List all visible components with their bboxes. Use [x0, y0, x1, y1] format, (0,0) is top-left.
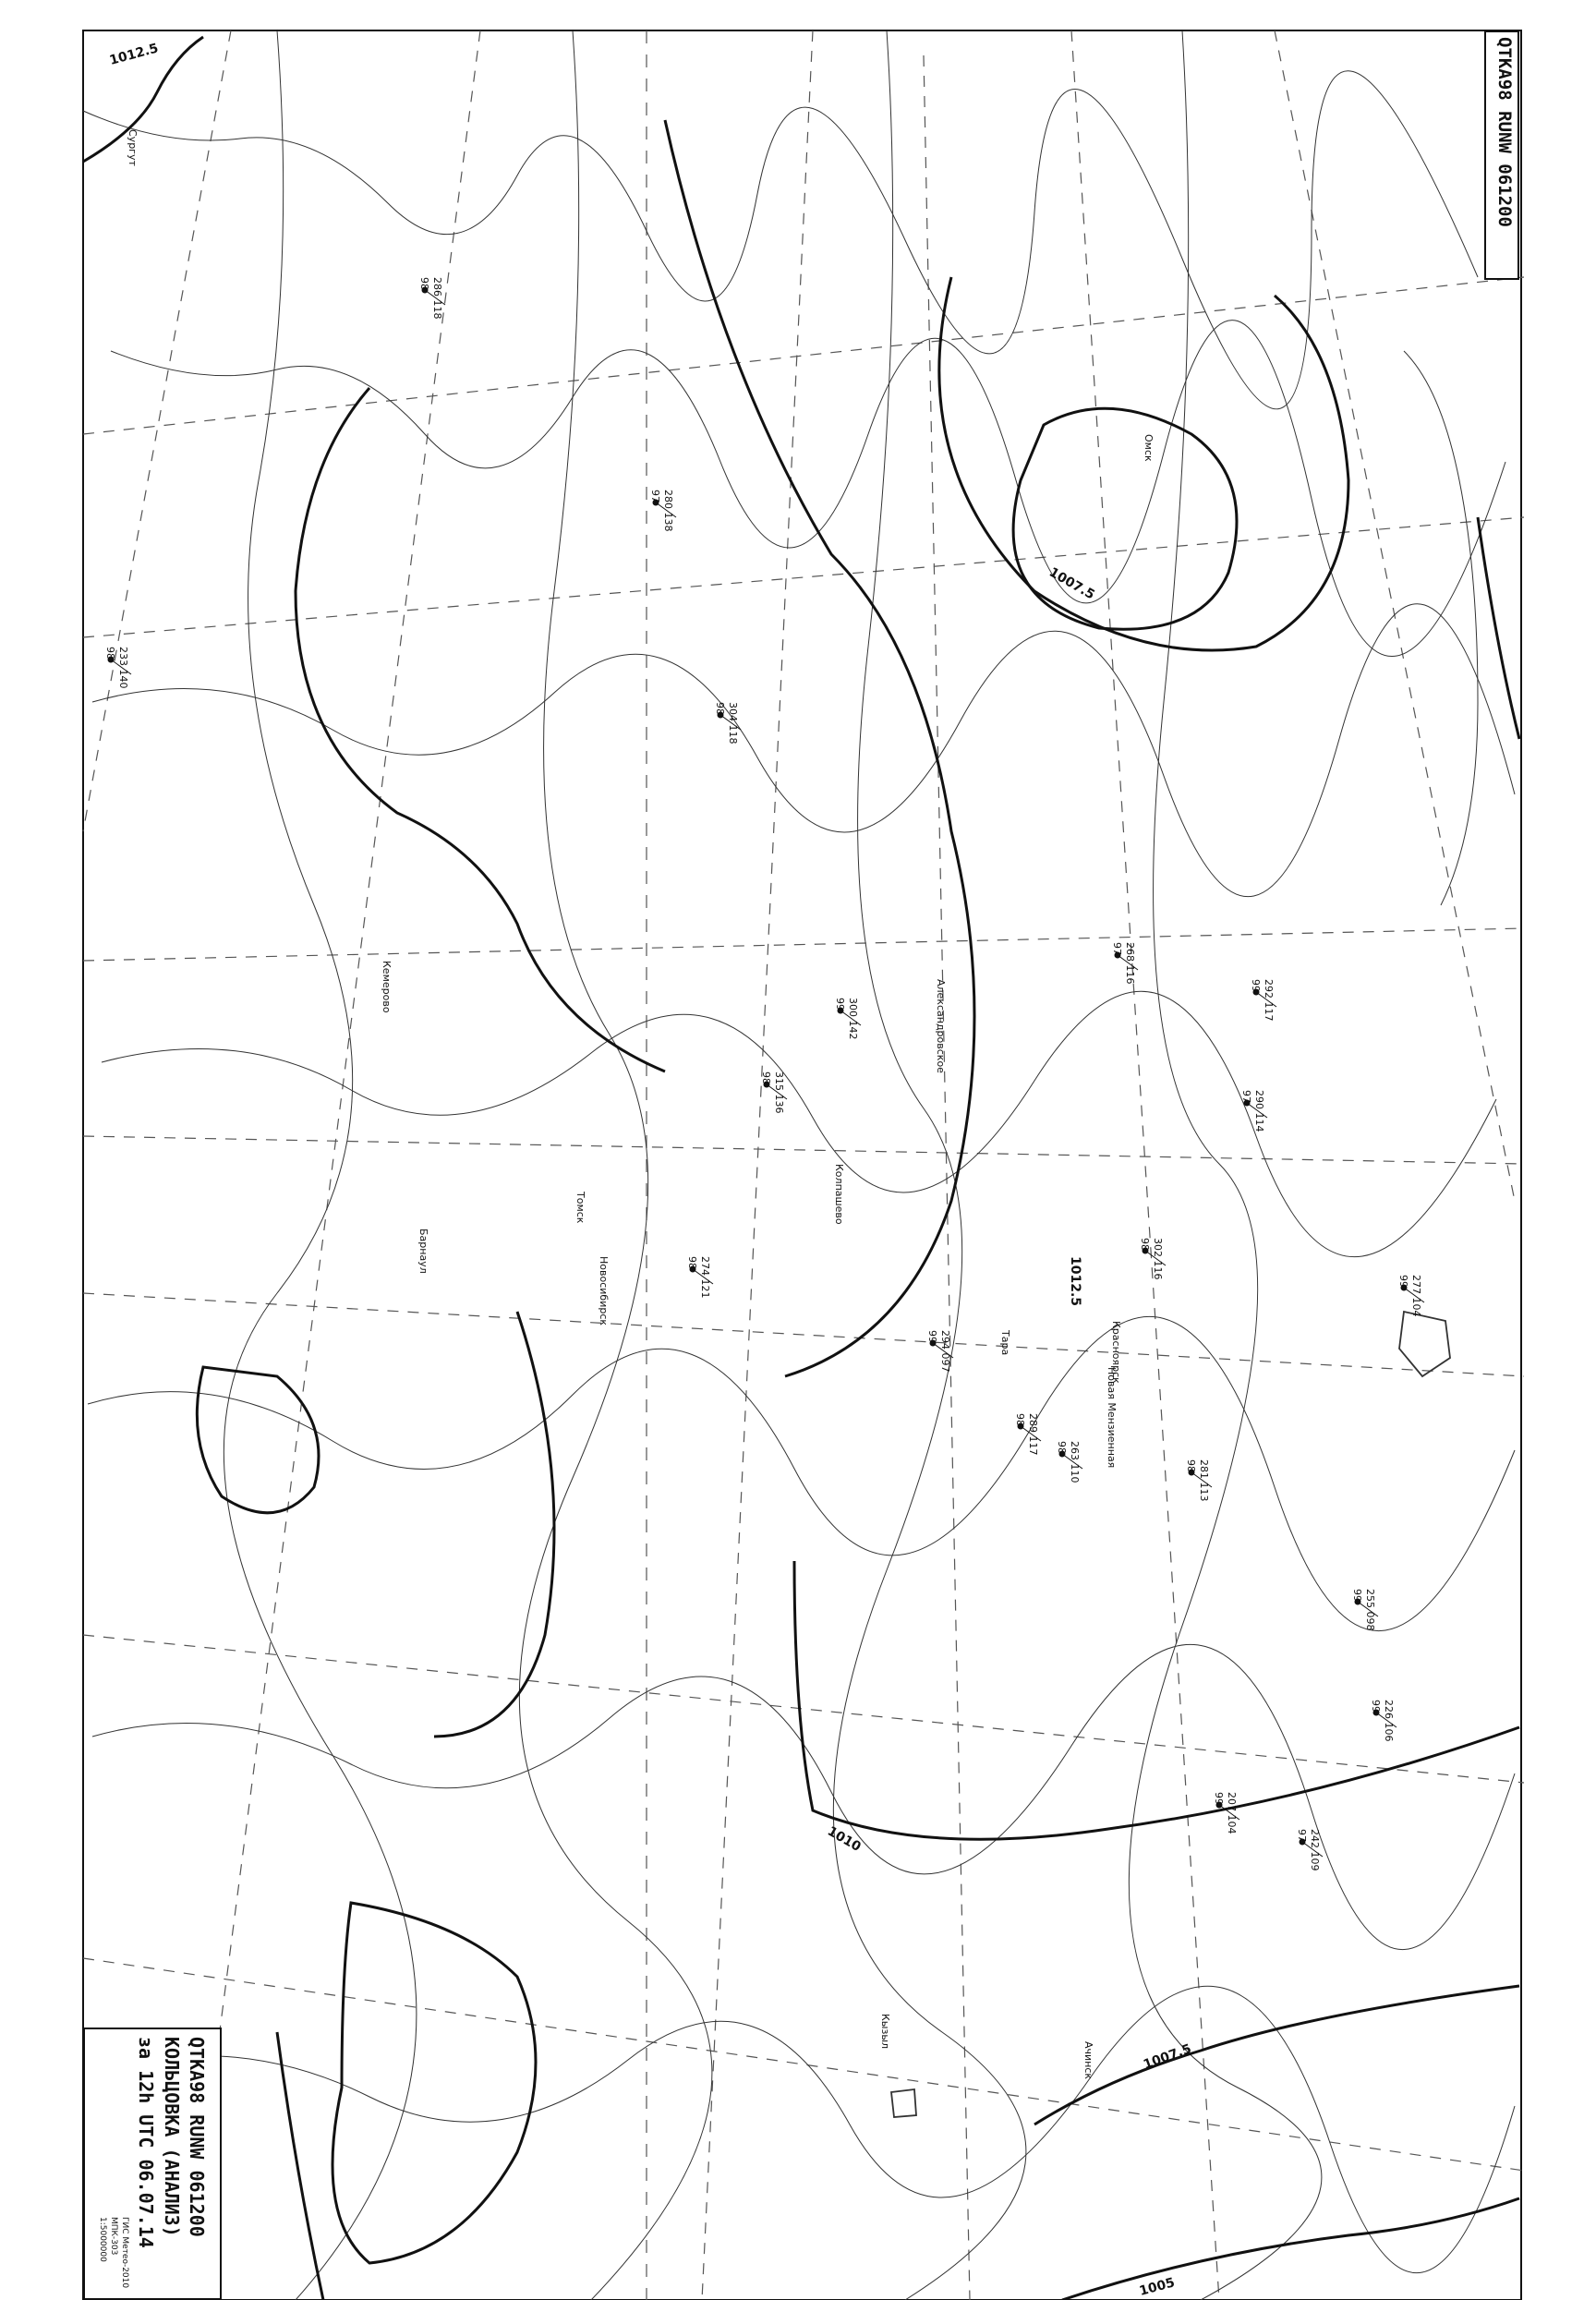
station-pressure: 98 [1014, 1413, 1026, 1426]
station-pressure: 99 [926, 1330, 938, 1343]
station-plot [104, 647, 131, 689]
station-pressure: 99 [834, 998, 846, 1011]
station-pressure: 98 [104, 647, 116, 660]
header-code: QTKA98 RUNW 061200 [1494, 37, 1515, 227]
legend-credit-1: ГИС Метео-2010 [120, 2217, 129, 2289]
station-plots [104, 277, 1424, 1871]
place-name: Александровское [935, 979, 947, 1073]
isobar-sw-closed [332, 1903, 536, 2263]
station-pressure: 99 [1351, 1589, 1363, 1602]
station-code: 242 109 [1309, 1829, 1321, 1871]
isobar-label: 1012.5 [1068, 1256, 1082, 1307]
isobar-label: 1010 [825, 1823, 864, 1855]
station-pressure: 97 [649, 490, 661, 502]
station-code: 300 142 [847, 998, 859, 1040]
geography-lines [83, 30, 1515, 2300]
place-name: Барнаул [417, 1229, 429, 1274]
station-plot [1296, 1829, 1323, 1871]
station-code: 304 118 [727, 702, 739, 744]
legend-credit-3: 1:5000000 [98, 2217, 107, 2262]
legend-line-1: QTKA98 RUNW 061200 [186, 2037, 208, 2237]
station-pressure: 98 [686, 1256, 698, 1269]
place-name: Красноярск [1110, 1321, 1122, 1384]
station-pressure: 97 [1111, 942, 1123, 955]
station-pressure: 99 [1250, 979, 1262, 992]
station-code: 289 117 [1027, 1413, 1039, 1456]
station-plot [1397, 1275, 1424, 1317]
station-plot [418, 277, 445, 320]
isobar-label: 1012.5 [107, 41, 161, 68]
station-code: 294 097 [939, 1330, 951, 1373]
station-plot [649, 490, 676, 532]
station-code: 286 118 [431, 277, 443, 320]
legend-credit-2: МПК-303 [109, 2217, 118, 2256]
station-plot [760, 1071, 787, 1114]
place-name: Новосибирск [598, 1256, 610, 1326]
isobar-label: 1007.5 [1141, 2041, 1194, 2073]
place-name: Колпашево [833, 1164, 845, 1225]
place-name: Омск [1143, 434, 1155, 462]
isobar-trough-west [296, 388, 665, 1071]
place-name: Ачинск [1082, 2041, 1094, 2080]
station-pressure: 98 [1056, 1441, 1068, 1454]
station-pressure: 99 [1370, 1700, 1382, 1713]
place-name: Сургут [127, 129, 139, 166]
isobar-label: 1005 [1137, 2275, 1177, 2299]
isobar-1012-5-ne [1478, 517, 1519, 739]
legend-line-3: за 12h UTC 06.07.14 [135, 2037, 157, 2248]
isobar-ring-small [197, 1367, 319, 1513]
station-code: 274 121 [699, 1256, 711, 1299]
station-plot [1185, 1459, 1212, 1502]
station-code: 226 106 [1383, 1700, 1395, 1742]
station-code: 277 104 [1410, 1275, 1422, 1317]
station-pressure: 98 [760, 1071, 772, 1084]
station-code: 268 116 [1124, 942, 1136, 985]
isobar-south-west [277, 2032, 323, 2300]
isobar-1007-5-east [939, 277, 1348, 650]
station-code: 290 114 [1253, 1090, 1265, 1132]
station-pressure: 99 [1213, 1792, 1225, 1805]
station-code: 280 138 [662, 490, 674, 532]
isobar-1010-south [794, 1561, 1519, 1839]
station-plot [1240, 1090, 1267, 1132]
station-code: 263 110 [1069, 1441, 1081, 1483]
station-code: 207 104 [1226, 1792, 1238, 1834]
place-names [127, 129, 1155, 2079]
station-plot [1250, 979, 1276, 1022]
isobar-low-center-east [1013, 408, 1237, 629]
station-pressure: 98 [418, 277, 430, 290]
station-code: 315 136 [773, 1071, 785, 1114]
station-pressure: 98 [1185, 1459, 1197, 1472]
isobar-lines [83, 37, 1519, 2300]
place-name: Тара [999, 1330, 1011, 1356]
station-plot [1139, 1238, 1166, 1280]
station-pressure: 97 [1240, 1090, 1252, 1103]
station-plot [1370, 1700, 1396, 1742]
station-pressure: 98 [1139, 1238, 1151, 1251]
station-code: 292 117 [1263, 979, 1275, 1022]
station-pressure: 98 [714, 702, 726, 715]
station-plot [714, 702, 741, 744]
isobar-label: 1007.5 [1046, 564, 1097, 603]
station-pressure: 99 [1397, 1275, 1409, 1288]
station-plot [1056, 1441, 1082, 1483]
station-code: 302 116 [1152, 1238, 1164, 1280]
place-name: Кызыл [879, 2014, 891, 2050]
station-plot [1111, 942, 1138, 985]
station-plot [834, 998, 861, 1040]
station-pressure: 97 [1296, 1829, 1308, 1842]
place-name: Новая Мензиенная [1106, 1367, 1118, 1469]
place-name: Кемерово [381, 961, 393, 1013]
map-border [83, 30, 1521, 2300]
station-plot [686, 1256, 713, 1299]
station-code: 255 098 [1364, 1589, 1376, 1631]
station-plot [926, 1330, 953, 1373]
station-code: 233 140 [117, 647, 129, 689]
isobar-1005-se [1062, 2198, 1519, 2300]
station-plot [1213, 1792, 1239, 1834]
isobar-labels [108, 41, 1193, 2298]
legend-line-2: КОЛЬЦОВКА (АНАЛИЗ) [161, 2037, 183, 2237]
place-name: Томск [574, 1192, 586, 1224]
station-code: 281 113 [1198, 1459, 1210, 1502]
coordinate-grid [83, 30, 1524, 2300]
